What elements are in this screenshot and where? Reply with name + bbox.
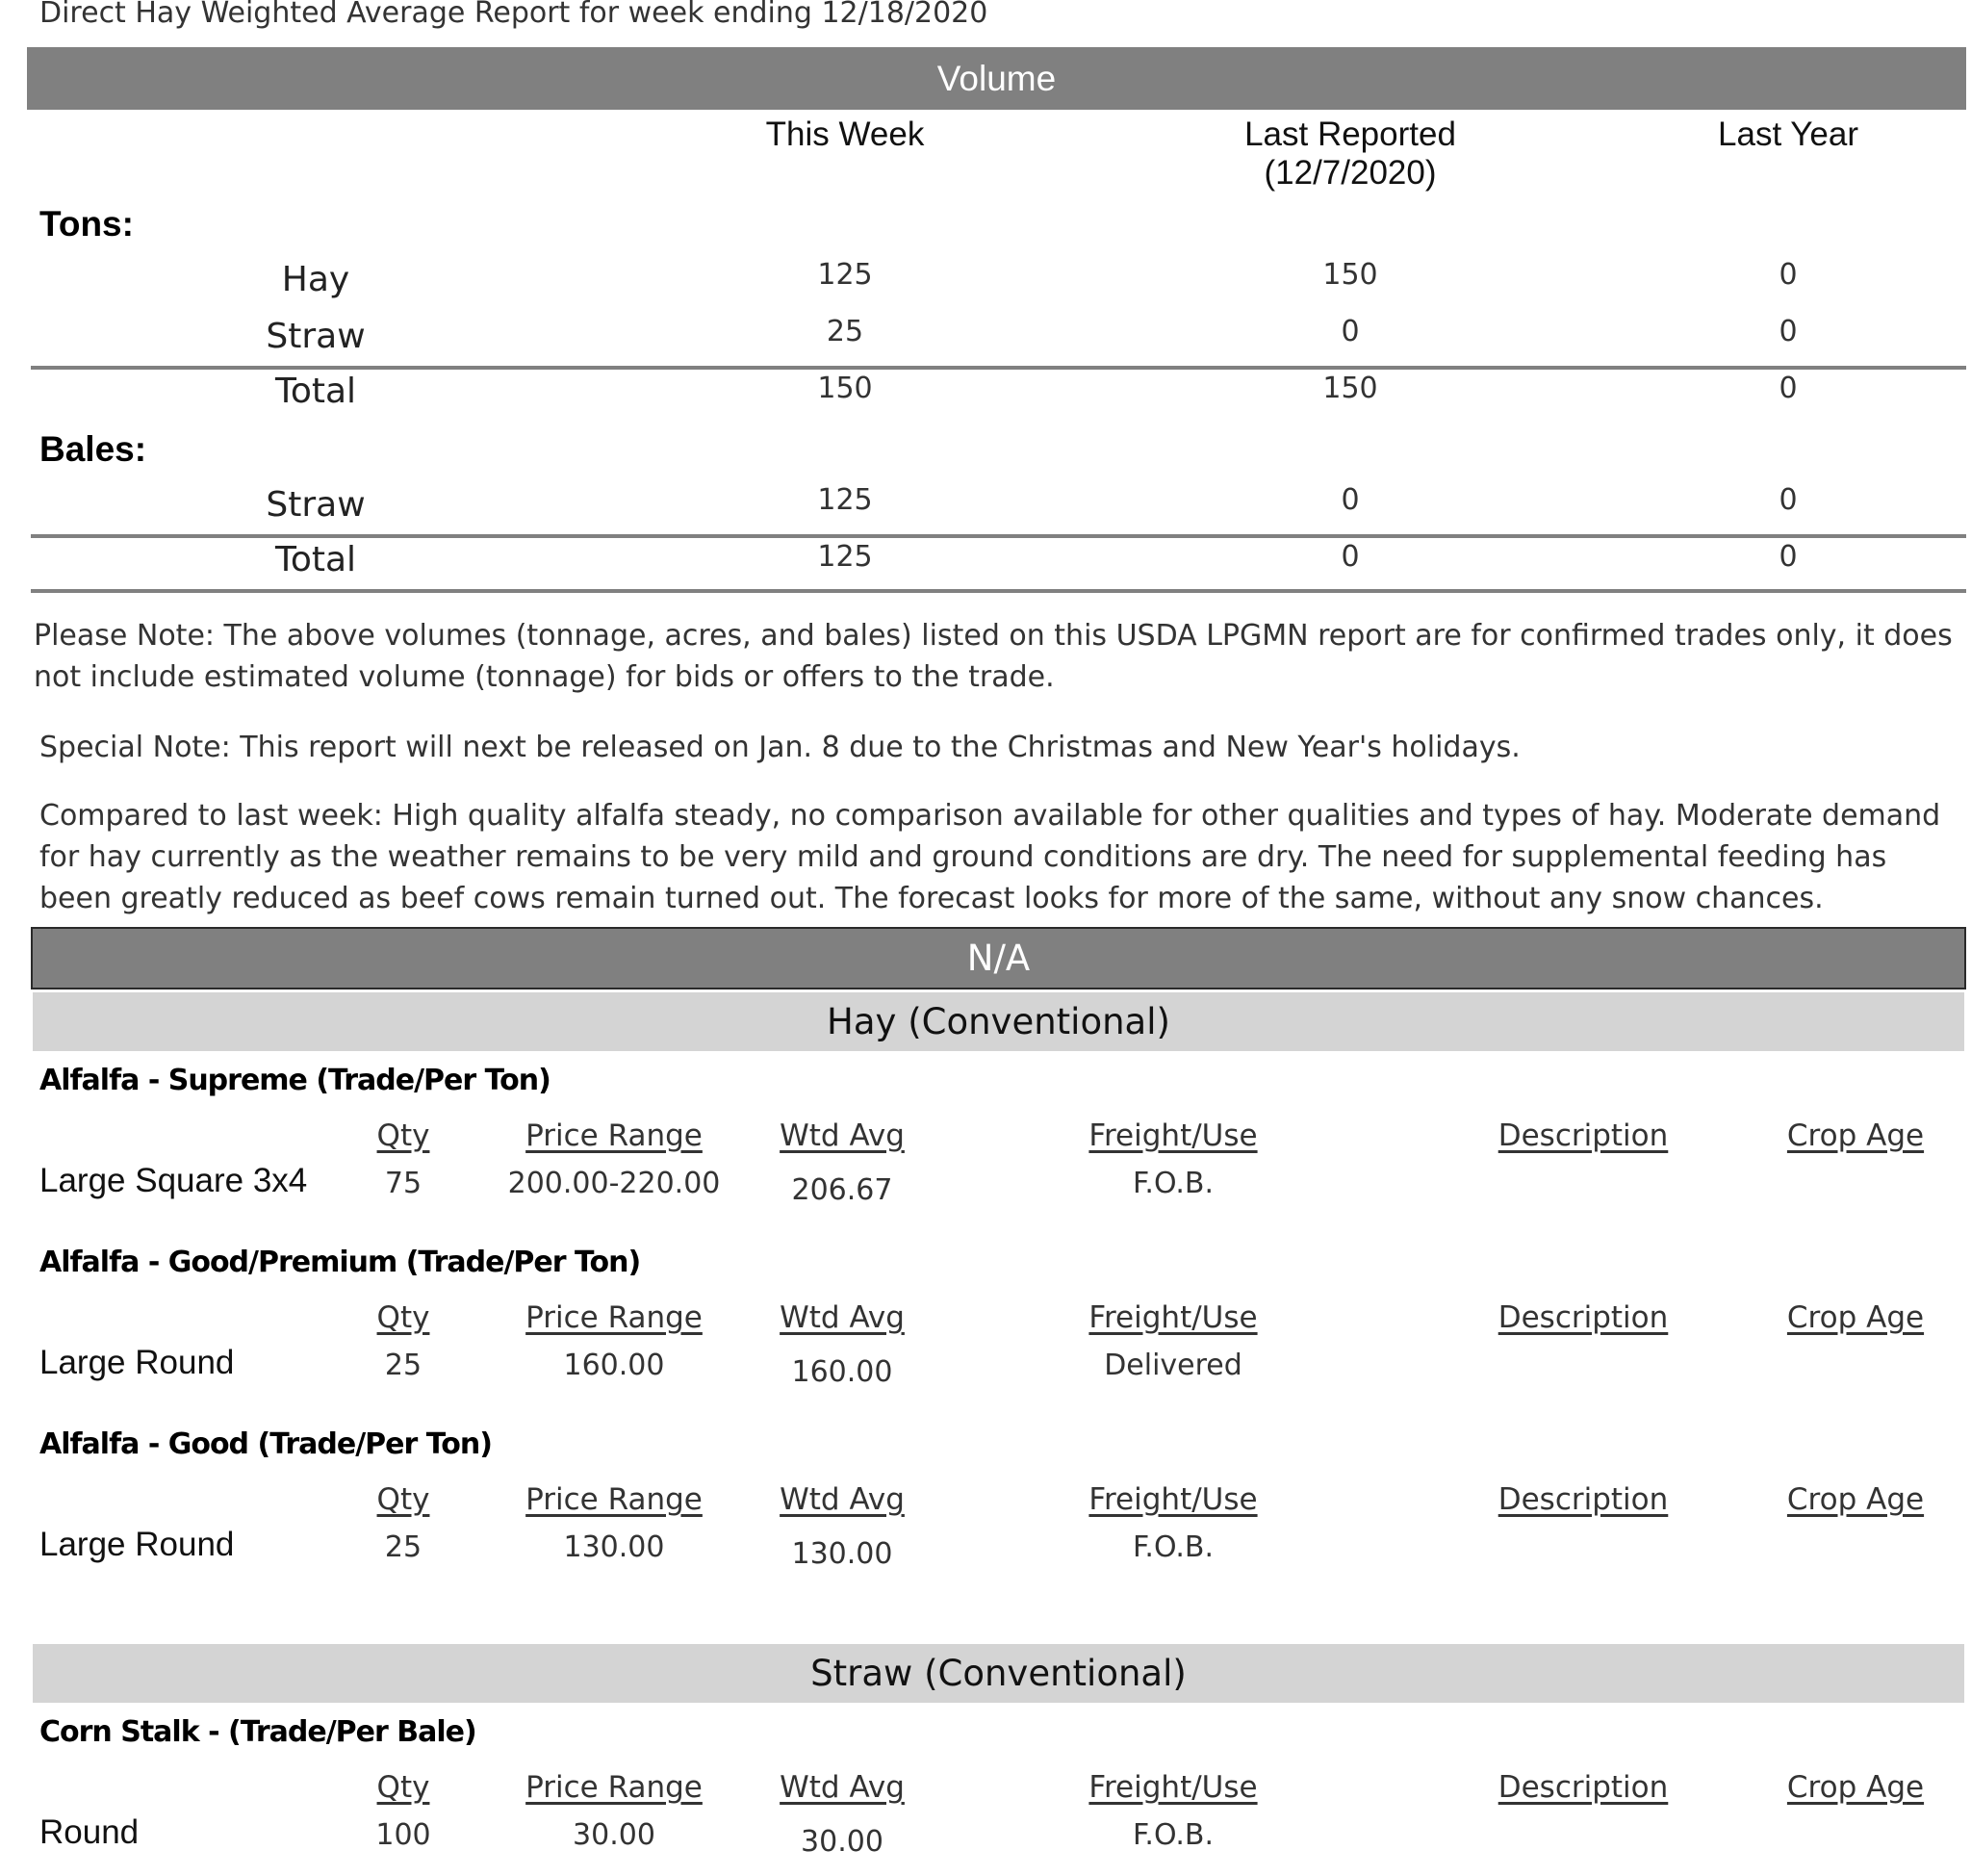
- col-qty: Qty: [376, 1482, 430, 1517]
- col-qty: Qty: [376, 1770, 430, 1805]
- freight-value: Delivered: [1104, 1349, 1242, 1382]
- please-note: Please Note: The above volumes (tonnage, acres, and bales) listed on this USDA LPGMN report are for confirmed trades only, it does not include estimated volume (tonnage) for bids or offers to the trade.: [34, 619, 1953, 694]
- col-freight: Freight/Use: [1088, 1300, 1258, 1335]
- col-last-reported-date: (12/7/2020): [1264, 154, 1437, 192]
- qty-value: 100: [375, 1818, 431, 1852]
- tons-hay-last-year: 0: [1779, 258, 1798, 292]
- tons-straw-last-year: 0: [1779, 315, 1798, 348]
- wtd-avg-value: 30.00: [801, 1825, 883, 1859]
- hay-section-bar: [33, 992, 1964, 1051]
- category-title: Alfalfa - Supreme (Trade/Per Ton): [39, 1064, 550, 1097]
- volume-title: Volume: [936, 59, 1057, 98]
- col-price-range: Price Range: [525, 1300, 703, 1335]
- hay-section-title: Hay (Conventional): [827, 1001, 1170, 1042]
- price-range-value: 30.00: [573, 1818, 655, 1852]
- col-crop-age: Crop Age: [1786, 1118, 1925, 1153]
- tons-total-last-reported: 150: [1322, 372, 1378, 405]
- tons-total-this-week: 150: [817, 372, 873, 405]
- special-note: Special Note: This report will next be released on Jan. 8 due to the Christmas and New Year's holidays.: [39, 731, 1521, 764]
- freight-value: F.O.B.: [1132, 1818, 1215, 1852]
- col-qty: Qty: [376, 1118, 430, 1153]
- col-price-range: Price Range: [525, 1482, 703, 1517]
- qty-value: 25: [384, 1530, 422, 1564]
- region-title: N/A: [966, 938, 1031, 979]
- freight-value: F.O.B.: [1132, 1167, 1215, 1200]
- col-last-reported: [1244, 116, 1456, 193]
- tons-hay-this-week: 125: [817, 258, 873, 292]
- bales-total-last-reported: 0: [1341, 540, 1360, 574]
- tons-straw-this-week: 25: [826, 315, 864, 348]
- bales-bottom-rule: [31, 589, 1966, 593]
- col-wtd-avg: Wtd Avg: [780, 1482, 905, 1517]
- bales-total-this-week: 125: [817, 540, 873, 574]
- wtd-avg-value: 130.00: [791, 1537, 893, 1571]
- col-wtd-avg: Wtd Avg: [780, 1770, 905, 1805]
- report-title: Direct Hay Weighted Average Report for week ending 12/18/2020: [39, 0, 988, 30]
- col-price-range: Price Range: [525, 1118, 703, 1153]
- compared-note: Compared to last week: High quality alfalfa steady, no comparison available for other qualities and types of hay. Moderate demand for hay currently as the weather remains to be very mild and ground conditions are dry. The need for supplemental feeding has been greatly reduced as beef cows remain turned out. The forecast looks for more of the same, without any snow chances.: [39, 799, 1941, 915]
- col-description: Description: [1497, 1482, 1669, 1517]
- qty-value: 25: [384, 1349, 422, 1382]
- price-range-value: 200.00-220.00: [507, 1167, 721, 1200]
- col-last-reported-label: Last Reported: [1244, 116, 1456, 153]
- bales-straw-last-year: 0: [1779, 483, 1798, 517]
- straw-section-bar: [33, 1644, 1964, 1703]
- col-freight: Freight/Use: [1088, 1118, 1258, 1153]
- package-label: Large Square 3x4: [39, 1162, 308, 1199]
- package-label: Large Round: [39, 1344, 235, 1381]
- package-label: Round: [39, 1813, 140, 1851]
- bales-label: Bales:: [39, 429, 147, 469]
- category-title: Corn Stalk - (Trade/Per Bale): [39, 1715, 476, 1749]
- col-freight: Freight/Use: [1088, 1770, 1258, 1805]
- col-wtd-avg: Wtd Avg: [780, 1300, 905, 1335]
- freight-value: F.O.B.: [1132, 1530, 1215, 1564]
- bales-straw-this-week: 125: [817, 483, 873, 517]
- tons-hay-label: Hay: [281, 260, 350, 299]
- tons-total-last-year: 0: [1779, 372, 1798, 405]
- tons-straw-last-reported: 0: [1341, 315, 1360, 348]
- col-crop-age: Crop Age: [1786, 1300, 1925, 1335]
- region-header-bar: [31, 927, 1966, 989]
- wtd-avg-value: 206.67: [791, 1173, 893, 1207]
- col-description: Description: [1497, 1770, 1669, 1805]
- col-crop-age: Crop Age: [1786, 1482, 1925, 1517]
- bales-total-last-year: 0: [1779, 540, 1798, 574]
- col-qty: Qty: [376, 1300, 430, 1335]
- col-description: Description: [1497, 1118, 1669, 1153]
- tons-straw-label: Straw: [266, 317, 366, 356]
- col-wtd-avg: Wtd Avg: [780, 1118, 905, 1153]
- wtd-avg-value: 160.00: [791, 1355, 893, 1389]
- col-freight: Freight/Use: [1088, 1482, 1258, 1517]
- tons-total-rule: [31, 366, 1966, 370]
- price-range-value: 130.00: [563, 1530, 665, 1564]
- category-title: Alfalfa - Good/Premium (Trade/Per Ton): [39, 1246, 641, 1279]
- col-last-year: Last Year: [1718, 116, 1858, 153]
- col-description: Description: [1497, 1300, 1669, 1335]
- volume-header-bar: [27, 47, 1966, 110]
- tons-hay-last-reported: 150: [1322, 258, 1378, 292]
- category-title: Alfalfa - Good (Trade/Per Ton): [39, 1427, 492, 1461]
- col-this-week: This Week: [765, 116, 925, 153]
- price-range-value: 160.00: [563, 1349, 665, 1382]
- col-crop-age: Crop Age: [1786, 1770, 1925, 1805]
- tons-total-label: Total: [274, 372, 357, 411]
- bales-total-rule: [31, 534, 1966, 538]
- bales-straw-label: Straw: [266, 485, 366, 525]
- bales-total-label: Total: [274, 540, 357, 579]
- package-label: Large Round: [39, 1526, 235, 1563]
- bales-straw-last-reported: 0: [1341, 483, 1360, 517]
- tons-label: Tons:: [39, 204, 134, 244]
- col-price-range: Price Range: [525, 1770, 703, 1805]
- straw-section-title: Straw (Conventional): [810, 1653, 1187, 1694]
- qty-value: 75: [384, 1167, 422, 1200]
